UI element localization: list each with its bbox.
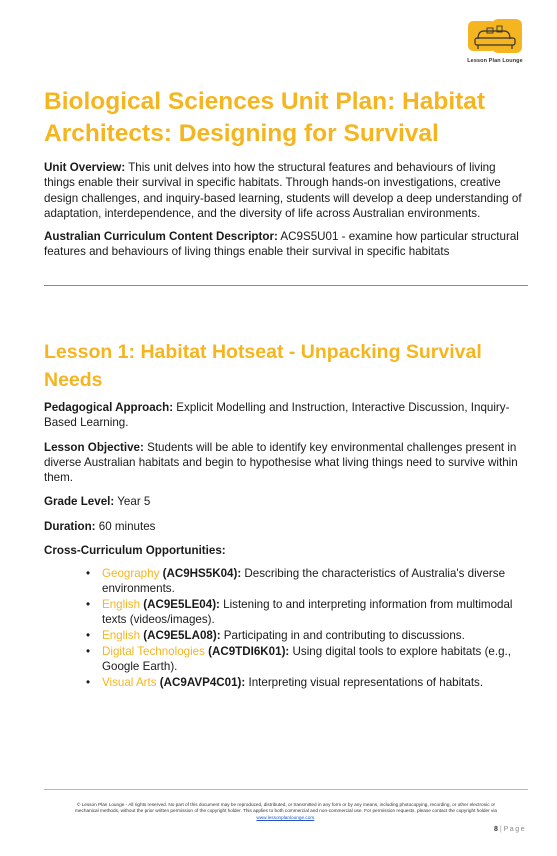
brand-logo — [462, 19, 528, 69]
list-item — [102, 598, 529, 627]
pedagogical-approach — [44, 400, 529, 431]
lounge-sofa-icon — [466, 19, 524, 55]
curriculum-code: (AC9E5LE04): — [140, 598, 220, 612]
item-description: Describing the characteristics of Australia's diverse environments. — [102, 567, 506, 595]
footer-divider — [44, 789, 528, 790]
unit-overview-label: Unit Overview: — [44, 161, 126, 174]
unit-title: Biological Sciences Unit Plan: Habitat Architects: Designing for Survival — [44, 88, 486, 147]
subject-name: Digital Technologies — [102, 645, 205, 659]
page-word: Page — [503, 826, 526, 833]
content-descriptor-text: AC9S5U01 - examine how particular structural features and behaviours of living things enable their survival in specific habitats — [44, 230, 519, 259]
grade-level — [44, 494, 529, 509]
item-description: Participating in and contributing to discussions. — [220, 628, 465, 642]
list-item — [102, 629, 529, 644]
lesson-title: Lesson 1: Habitat Hotseat - Unpacking Survival Needs — [44, 341, 482, 391]
legal-line-3 — [44, 815, 528, 821]
list-item — [102, 567, 529, 596]
copyright-notice — [44, 802, 528, 821]
page-number — [494, 826, 526, 833]
curriculum-code: (AC9E5LA08): — [140, 628, 221, 642]
curriculum-code: (AC9TDI6K01): — [204, 645, 290, 659]
cross-curriculum-heading — [44, 543, 529, 558]
curriculum-code: (AC9AVP4C01): — [156, 675, 246, 689]
unit-section — [44, 86, 529, 260]
logo-text: Lesson Plan Lounge — [467, 58, 523, 64]
unit-overview-text: This unit delves into how the structural features and behaviours of living things enable their survival in specific habitats. Through hands-on investigations, creative design challenges, and inquiry-based learning, students will develop a deep understanding of adaptation, interdependence, and the diversity of life across Australian environments. — [44, 161, 522, 220]
legal-end: . — [314, 814, 316, 820]
duration-text: 60 minutes — [95, 519, 156, 533]
lesson-section — [44, 338, 529, 692]
page-number-value: 8 — [494, 826, 498, 833]
section-divider — [44, 285, 528, 286]
cross-curriculum-label: Cross-Curriculum Opportunities: — [44, 544, 226, 558]
website-link[interactable]: www.lessonplanlounge.com — [256, 814, 315, 820]
item-description: Interpreting visual representations of habitats. — [245, 675, 484, 689]
subject-name: English — [102, 628, 141, 642]
cross-curriculum-list — [44, 567, 529, 690]
grade-level-text: Year 5 — [114, 495, 151, 509]
list-item — [102, 645, 529, 674]
unit-overview — [44, 160, 529, 221]
item-description: Using digital tools to explore habitats (e.g., Google Earth). — [102, 645, 511, 673]
pedagogical-approach-text: Explicit Modelling and Instruction, Interactive Discussion, Inquiry-Based Learning. — [44, 401, 510, 430]
item-description: Listening to and interpreting information from multimodal texts (videos/images). — [102, 598, 513, 626]
content-descriptor-label: Australian Curriculum Content Descriptor: — [44, 230, 278, 244]
subject-name: Geography — [102, 567, 160, 581]
pedagogical-approach-label: Pedagogical Approach: — [44, 401, 174, 414]
legal-line-2: mechanical methods, without the prior written permission of the copyright holder. This applies to both commercial and non-commercial use. For permission requests, please contact the copyright holder via — [75, 808, 497, 814]
subject-name: Visual Arts — [102, 675, 157, 689]
list-item — [102, 676, 529, 691]
curriculum-code: (AC9HS5K04): — [159, 567, 242, 581]
content-descriptor — [44, 229, 529, 260]
lesson-objective — [44, 440, 529, 486]
grade-level-label: Grade Level: — [44, 495, 115, 509]
duration-label: Duration: — [44, 519, 96, 533]
lesson-objective-text: Students will be able to identify key environmental challenges present in diverse Australian habitats and begin to hypothesise what living things need to survive within them. — [44, 440, 518, 485]
subject-name: English — [102, 598, 141, 612]
lesson-objective-label: Lesson Objective: — [44, 440, 144, 454]
legal-line-1: © Lesson Plan Lounge - All rights reserved. No part of this document may be reproduced, distributed, or transmitted in any form or by any means, including photocopying, recording, or other electronic or — [76, 802, 496, 807]
duration — [44, 519, 529, 534]
page-separator: | — [499, 826, 502, 833]
